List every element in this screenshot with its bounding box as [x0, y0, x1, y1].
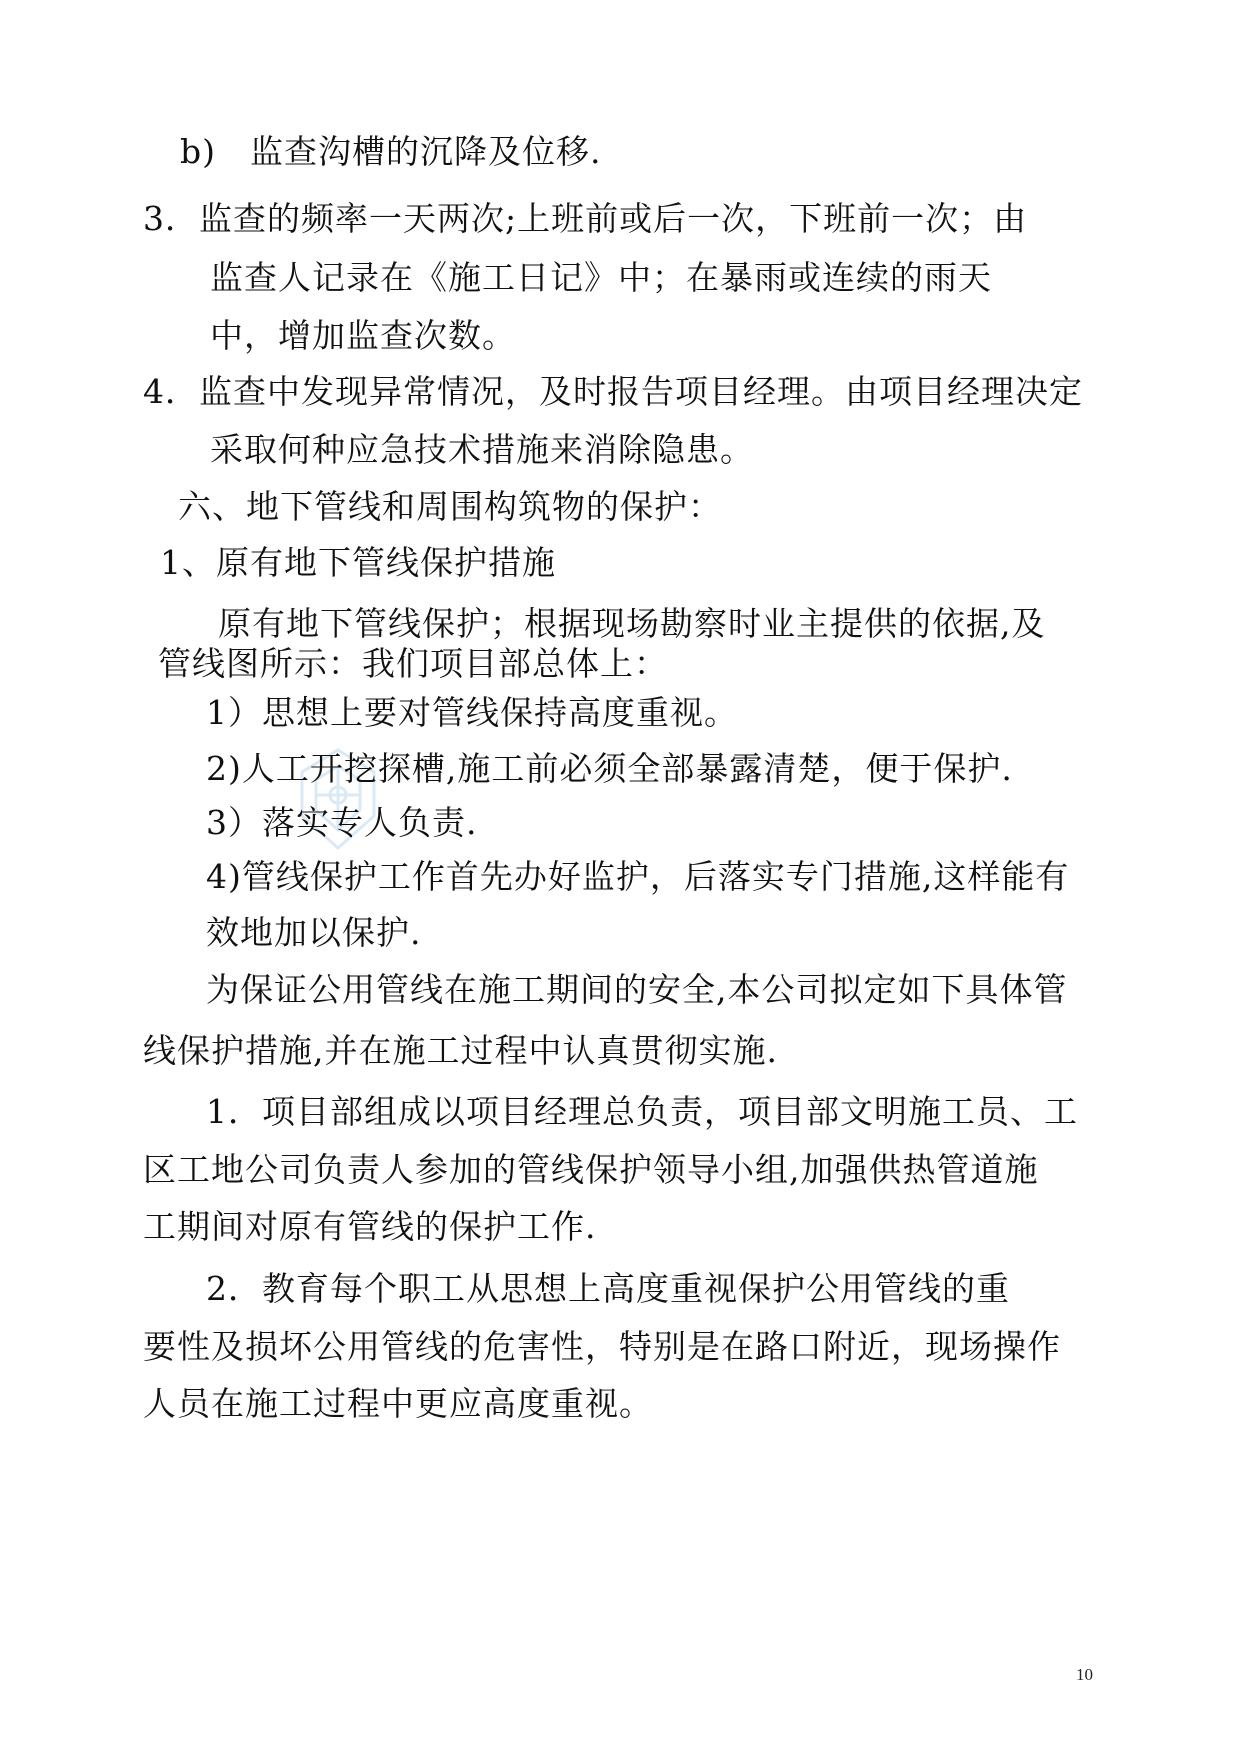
text-line: 要性及损坏公用管线的危害性，特别是在路口附近，现场操作: [143, 1327, 1061, 1366]
text-line: b) 监查沟槽的沉降及位移.: [180, 132, 602, 171]
text-line: 原有地下管线保护；根据现场勘察时业主提供的依据,及: [218, 604, 1046, 643]
text-line: 工期间对原有管线的保护工作.: [143, 1207, 597, 1246]
text-line: 为保证公用管线在施工期间的安全,本公司拟定如下具体管: [206, 970, 1068, 1009]
subsection-heading: 1、原有地下管线保护措施: [160, 543, 556, 582]
text-line: 中，增加监查次数。: [210, 316, 516, 355]
text-line: 2．教育每个职工从思想上高度重视保护公用管线的重: [206, 1269, 1010, 1308]
section-heading: 六、地下管线和周围构筑物的保护：: [178, 487, 722, 526]
list-item: 1）思想上要对管线保持高度重视。: [206, 693, 738, 732]
text-line: 3．监查的频率一天两次;上班前或后一次，下班前一次；由: [143, 199, 1028, 238]
text-line: 线保护措施,并在施工过程中认真贯彻实施.: [143, 1031, 778, 1070]
text-line: 4．监查中发现异常情况，及时报告项目经理。由项目经理决定: [143, 372, 1083, 411]
text-line: 管线图所示：我们项目部总体上：: [158, 644, 668, 683]
text-line: 人员在施工过程中更应高度重视。: [143, 1384, 653, 1423]
list-item: 3）落实专人负责.: [206, 803, 478, 842]
list-item: 2)人工开挖探槽,施工前必须全部暴露清楚，便于保护.: [206, 749, 1013, 788]
text-line: 监查人记录在《施工日记》中；在暴雨或连续的雨天: [210, 258, 992, 297]
text-line: 采取何种应急技术措施来消除隐患。: [210, 430, 754, 469]
page-number: 10: [1076, 1665, 1093, 1684]
list-item: 4)管线保护工作首先办好监护，后落实专门措施,这样能有: [206, 857, 1070, 896]
text-line: 1．项目部组成以项目经理总负责，项目部文明施工员、工: [206, 1092, 1078, 1131]
text-line: 区工地公司负责人参加的管线保护领导小组,加强供热管道施: [143, 1150, 1039, 1189]
text-line: 效地加以保护.: [206, 913, 422, 952]
